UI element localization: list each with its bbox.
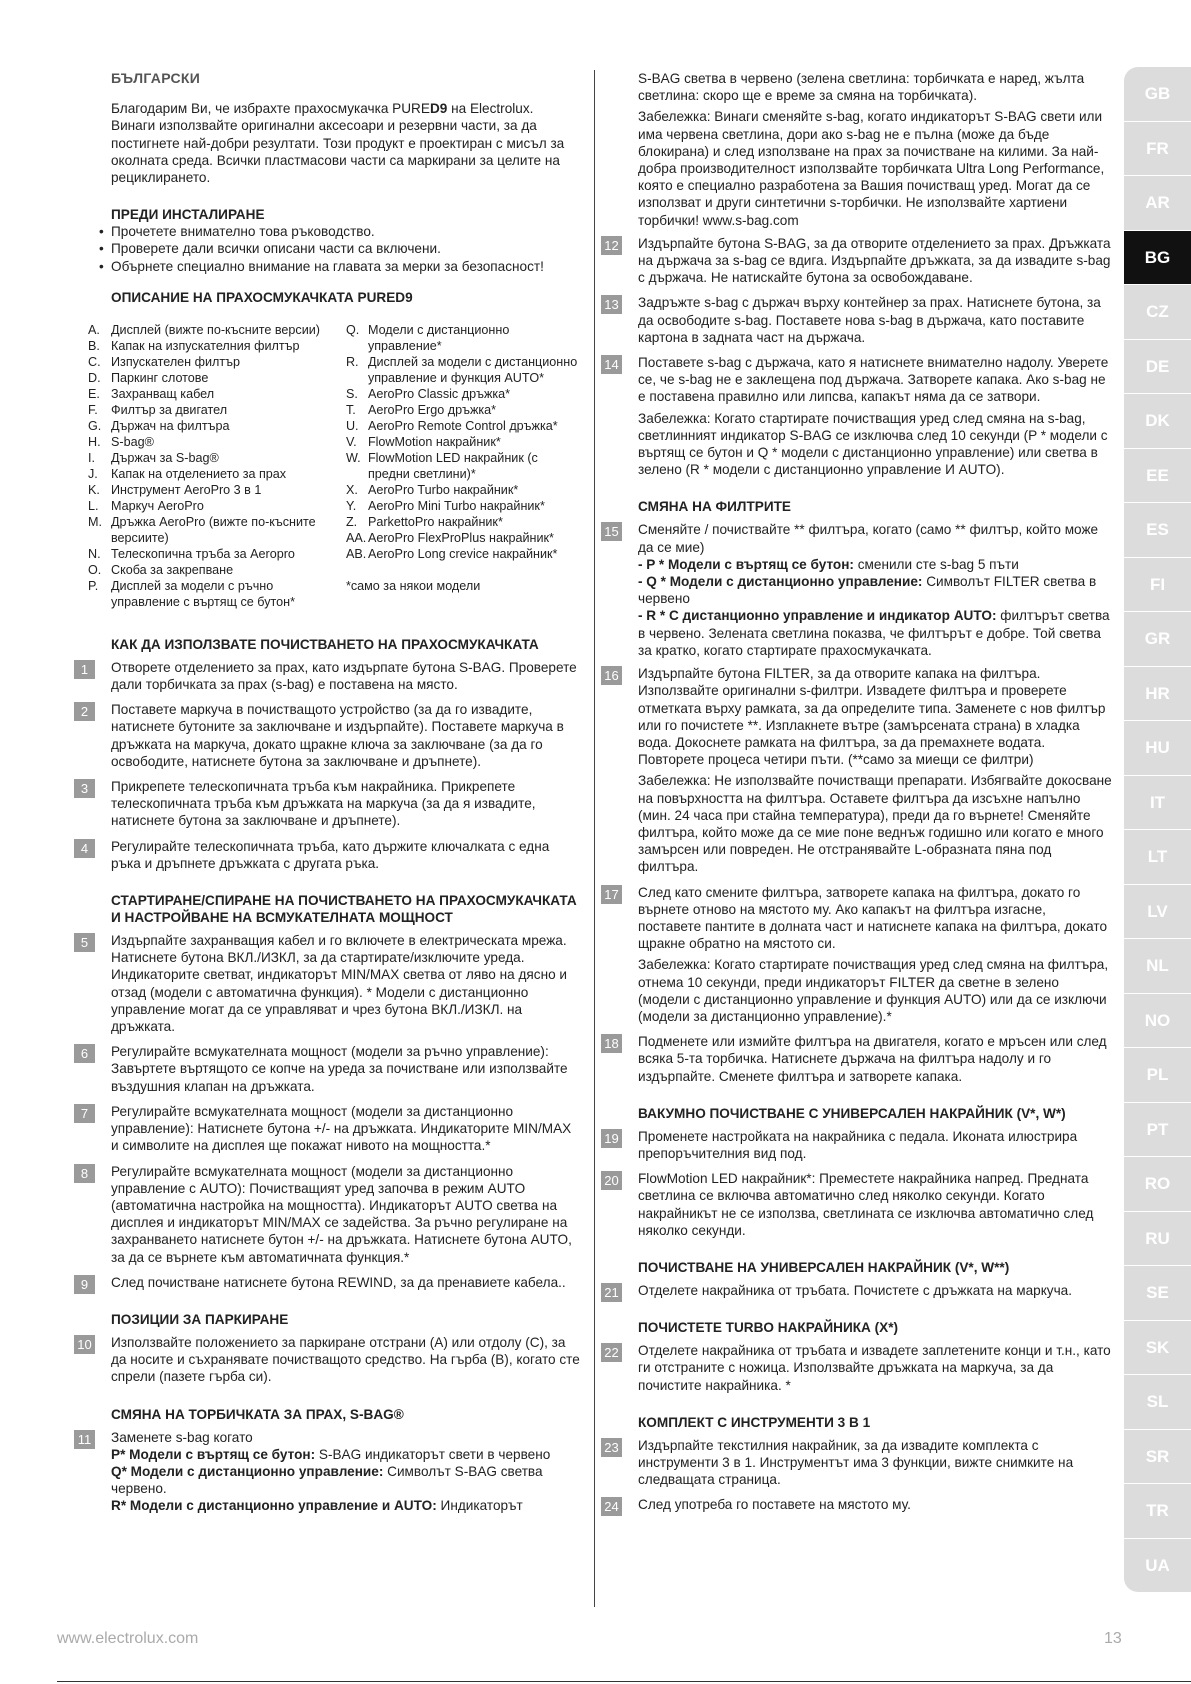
tab-language[interactable]: SK xyxy=(1124,1321,1191,1375)
clean-universal-heading: ПОЧИСТВАНЕ НА УНИВЕРСАЛЕН НАКРАЙНИК (V*, W**) xyxy=(638,1259,1010,1275)
list-item xyxy=(346,386,580,402)
sbag-continuation: S-BAG светва в червено (зелена светлина: торбичката е наред, жълта светлина: скоро ще е време за смяна на торбичката). xyxy=(638,71,1085,104)
tab-language[interactable]: SE xyxy=(1124,1266,1191,1320)
step-text: Регулирайте телескопичната тръба, като държите ключалката с една ръка и дръпнете дръжката с другата ръка. xyxy=(111,838,550,871)
list-item xyxy=(88,322,338,338)
bold-label: Q* Модели с дистанционно управление: xyxy=(111,1463,384,1479)
part-key: V. xyxy=(345,434,357,449)
part-label: AeroPro FlexProPlus накрайник* xyxy=(367,530,554,545)
part-key: X. xyxy=(345,482,358,497)
part-key: C. xyxy=(88,354,101,369)
part-label: Държач на филтъра xyxy=(111,418,230,433)
part-label: Паркинг слотове xyxy=(111,370,209,385)
step xyxy=(80,1043,580,1095)
step-text: Символът FILTER светва в червено xyxy=(638,574,1097,607)
language-title: БЪЛГАРСКИ xyxy=(111,70,201,86)
part-label: Телескопична тръба за Aeropro xyxy=(111,546,295,561)
bold-label: - P * Модели с въртящ се бутон: xyxy=(638,556,854,572)
step-text: Заменете s-bag когато xyxy=(111,1429,253,1445)
step-text: Задръжте s-bag с държач върху контейнер за прах. Натиснете бутона, за да освободите s-bag. Поставете нова s-bag в държача, като поставите картона в задната част на държача. xyxy=(638,295,1101,345)
list-item xyxy=(88,338,338,354)
part-key: L. xyxy=(88,498,99,513)
list-item xyxy=(88,370,338,386)
tab-language[interactable]: LV xyxy=(1124,885,1191,939)
list-item xyxy=(346,322,580,354)
list-item xyxy=(88,450,338,466)
step-15-p xyxy=(638,556,1112,573)
sbag-heading: СМЯНА НА ТОРБИЧКАТА ЗА ПРАХ, S-BAG® xyxy=(111,1406,404,1422)
list-item xyxy=(88,434,338,450)
part-label: Дръжка AeroPro (вижте по-късните версиите) xyxy=(111,514,316,545)
step-16 xyxy=(604,665,1112,768)
list-item xyxy=(88,386,338,402)
list-item xyxy=(88,418,338,434)
kit-steps xyxy=(604,1437,1112,1515)
tab-language[interactable]: EE xyxy=(1124,449,1191,503)
step-number-badge: 23 xyxy=(601,1438,622,1457)
tab-language[interactable]: ES xyxy=(1124,503,1191,557)
tab-language[interactable]: DK xyxy=(1124,394,1191,448)
part-label: AeroPro Mini Turbo накрайник* xyxy=(367,498,545,513)
before-install-heading: ПРЕДИ ИНСТАЛИРАНЕ xyxy=(111,207,265,223)
part-key: E. xyxy=(88,386,100,401)
step-number-badge: 7 xyxy=(74,1104,95,1123)
step-text: FlowMotion LED накрайник*: Преместете накрайника напред. Предната светлина се включва автоматично след няколко секунди. Когато накрайникът не се използва, светлината се изключва автоматично след няколко секунди. xyxy=(638,1171,1094,1238)
step-number-badge: 3 xyxy=(74,779,95,798)
part-key: K. xyxy=(88,482,100,497)
step-11-q xyxy=(111,1463,580,1497)
parts-left-column xyxy=(88,322,338,610)
step-text: След като смените филтъра, затворете капака на филтъра, докато го върнете отново на мястото му. Ако капакът на филтъра изгасне, поставете пантите в долната част и натиснете капака на филтъра, докато щракне обратно на мястото си. xyxy=(638,884,1108,952)
step xyxy=(604,1128,1112,1162)
part-label: FlowMotion накрайник* xyxy=(367,434,501,449)
list-item xyxy=(88,402,338,418)
step xyxy=(604,1282,1112,1300)
step-text: Издърпайте текстилния накрайник, за да извадите комплекта с инструменти 3 в 1. Инструментът има 3 функции, вижте снимките на следващата страница. xyxy=(638,1437,1074,1488)
list-item xyxy=(346,530,580,546)
step-number-badge: 14 xyxy=(601,355,622,374)
column-divider xyxy=(594,70,595,1607)
step-text: Издърпайте захранващия кабел и го включете в електрическата мрежа. Натиснете бутона ВКЛ./ИЗКЛ, за да стартирате/изключите уреда. Индикаторите светват, индикаторът MIN/MAX светва от ляво на дясно и отзад (модели с автоматична функция). * Модели с дистанционно управление могат да се управляват и чрез бутона ВКЛ./ИЗКЛ. на дръжката. xyxy=(111,933,568,1035)
step-text: След почистване натиснете бутона REWIND, за да пренавиете кабела.. xyxy=(111,1274,566,1290)
part-label: S-bag® xyxy=(111,434,154,449)
part-label: AeroPro Ergo дръжка* xyxy=(367,402,497,417)
step-number-badge: 13 xyxy=(601,295,622,314)
list-item xyxy=(88,482,338,498)
step-text: Индикаторът xyxy=(436,1498,523,1514)
bottom-rule xyxy=(57,1681,1191,1682)
part-label: Дисплей (вижте по-късните версии) xyxy=(111,322,320,337)
step xyxy=(80,778,580,830)
step-number-badge: 2 xyxy=(74,702,95,721)
step-15-q xyxy=(638,573,1112,607)
list-item: • Обърнете специално внимание на главата за мерки за безопасност! xyxy=(99,258,580,275)
parts-list xyxy=(88,322,580,610)
step-number-badge: 16 xyxy=(601,666,622,685)
step-number-badge: 10 xyxy=(74,1335,95,1354)
tab-language[interactable]: NO xyxy=(1124,994,1191,1048)
description-heading: ОПИСАНИЕ НА ПРАХОСМУКАЧКАТА PURED9 xyxy=(111,289,413,305)
tab-language[interactable]: AR xyxy=(1124,176,1191,230)
step-11 xyxy=(77,1429,580,1515)
step xyxy=(80,701,580,770)
sbag-note-2: Забележка: Когато стартирате почистващия уред след смяна на s-bag, светлинният индикатор S-BAG се изключва след 10 секунди (P * модели с въртящ се бутон и Q * модели с дистанционно управление) или светва в зелено (R * модели с дистанционно управление И AUTO). xyxy=(638,410,1108,478)
step-text: Отделете накрайника от тръбата и извадете заплетените конци и т.н., като ги отстраните с ножица. Използвайте дръжката на маркуча, за да почистите накрайника. * xyxy=(638,1343,1111,1393)
right-column xyxy=(604,70,1112,1515)
step xyxy=(80,1163,580,1266)
tab-language[interactable]: GR xyxy=(1124,612,1191,666)
tab-language[interactable]: DE xyxy=(1124,340,1191,394)
filters-heading: СМЯНА НА ФИЛТРИТЕ xyxy=(638,499,791,515)
part-key: F. xyxy=(88,402,98,417)
step-number-badge: 11 xyxy=(74,1430,95,1449)
part-key: AB. xyxy=(345,546,367,561)
part-label: Инструмент AeroPro 3 в 1 xyxy=(111,482,262,497)
tab-language[interactable]: FR xyxy=(1124,122,1191,176)
part-label: Капак на изпускателния филтър xyxy=(111,338,300,353)
tab-language[interactable]: BG xyxy=(1124,231,1191,285)
step xyxy=(77,1334,580,1386)
part-key: S. xyxy=(345,386,358,401)
part-key: M. xyxy=(88,514,102,529)
filter-note-17: Забележка: Когато стартирате почистващия уред след смяна на филтъра, отнема 10 секунди, преди индикаторът FILTER да светне в зелено (модели с дистанционно управление и функция AUTO) или да се изключи (модели за дистанционно управление).* xyxy=(638,957,1109,1024)
list-item xyxy=(346,354,580,386)
turbo-steps xyxy=(604,1342,1112,1394)
step-number-badge: 24 xyxy=(601,1497,622,1516)
tab-language[interactable]: UA xyxy=(1124,1539,1191,1593)
step-number-badge: 8 xyxy=(74,1164,95,1183)
list-item xyxy=(346,434,580,450)
tab-language[interactable]: TR xyxy=(1124,1484,1191,1538)
tab-language[interactable]: SL xyxy=(1124,1375,1191,1429)
part-key: N. xyxy=(88,546,101,561)
tab-language[interactable]: IT xyxy=(1124,776,1191,830)
step-text: сменили сте s-bag 5 пъти xyxy=(853,556,1019,572)
step xyxy=(80,1274,580,1292)
tab-language[interactable]: RU xyxy=(1124,1212,1191,1266)
part-label: Маркуч AeroPro xyxy=(111,498,204,513)
intro-model: D9 xyxy=(429,101,448,117)
bold-label: P* Модели с въртящ се бутон: xyxy=(111,1446,316,1462)
part-key: D. xyxy=(88,370,101,385)
step-18 xyxy=(604,1033,1112,1085)
language-tabs xyxy=(1124,67,1191,1593)
step xyxy=(604,235,1112,287)
step-text: Издърпайте бутона FILTER, за да отворите капака на филтъра. Използвайте оригинални s-филтри. Извадете филтъра и проверете отметката върху рамката, за да определите типа. Заменете с нов филтър или го почистете **. Изплакнете вътре (замърсената страна) в хладка вода. Докоснете рамката на филтъра, за да премахнете водата. Повторете процеса четири пъти. (**само за миещи се филтри) xyxy=(638,666,1106,768)
before-install-list xyxy=(99,223,580,275)
step-number-badge: 18 xyxy=(601,1034,622,1053)
step-11-r xyxy=(111,1497,580,1514)
list-item xyxy=(88,514,338,546)
tab-language[interactable]: SR xyxy=(1124,1430,1191,1484)
step xyxy=(80,838,580,872)
step-text: Символът S-BAG светва червено. xyxy=(111,1463,543,1497)
list-item xyxy=(88,498,338,514)
part-label: Капак на отделението за прах xyxy=(111,466,287,481)
left-column xyxy=(77,70,580,1515)
kit-heading: КОМПЛЕКТ С ИНСТРУМЕНТИ 3 В 1 xyxy=(638,1414,871,1430)
list-item: • Прочетете внимателно това ръководство. xyxy=(99,223,580,240)
intro-pre: Благодарим Ви, че избрахте прахосмукачка PURE xyxy=(111,101,430,117)
part-key: H. xyxy=(88,434,101,449)
bold-label: R* Модели с дистанционно управление и AUTO: xyxy=(111,1498,437,1514)
tab-language[interactable]: GB xyxy=(1124,67,1191,121)
tab-language[interactable]: PT xyxy=(1124,1103,1191,1157)
tab-language[interactable]: LT xyxy=(1124,830,1191,884)
part-label: Модели с дистанционно управление* xyxy=(367,322,510,353)
part-key: W. xyxy=(345,450,361,465)
intro-paragraph xyxy=(111,100,580,186)
parts-footnote: *само за някои модели xyxy=(345,578,481,593)
bold-label: - Q * Модели с дистанционно управление: xyxy=(638,574,923,590)
step-number-badge: 5 xyxy=(74,933,95,952)
tab-language[interactable]: FI xyxy=(1124,558,1191,612)
part-label: AeroPro Long crevice накрайник* xyxy=(367,546,558,561)
part-label: AeroPro Remote Control дръжка* xyxy=(367,418,558,433)
list-item xyxy=(88,578,338,610)
step-number-badge: 21 xyxy=(601,1283,622,1302)
part-label: Филтър за двигател xyxy=(111,402,228,417)
intro-post: на Electrolux. Винаги използвайте оригинални аксесоари и резервни части, за да постигнете най-добри резултати. Този продукт е проектиран с мисъл за околната среда. Всички пластмасови части са маркирани за целите на рециклирането. xyxy=(111,101,565,186)
step-text: Поставете маркуча в почистващото устройство (за да го извадите, натиснете бутоните за заключване и издърпайте). Поставете маркуча в дръжката на маркуча, докато щракне ключа за заключване (за да го освободите, натиснете бутона за заключване и дръпнете). xyxy=(111,702,564,769)
step-text: Регулирайте всмукателната мощност (модели за дистанционно управление): Натиснете бутона +/- на дръжката. Индикаторите MIN/MAX и символите на дисплея ще покажат нивото на мощността.* xyxy=(111,1103,572,1154)
vacuum-universal-heading: ВАКУМНО ПОЧИСТВАНЕ С УНИВЕРСАЛЕН НАКРАЙНИК (V*, W*) xyxy=(638,1105,1066,1121)
step-17 xyxy=(604,884,1112,953)
filter-note-16: Забележка: Не използвайте почистващи препарати. Избягвайте докосване на повърхността на филтъра. Оставете филтъра да изсъхне напълно (мин. 24 часа при стайна температура), преди да го върнете! Сменяйте филтъра, който може да се мие поне веднъж годишно или когато е много замърсен или повреден. Не отстранявайте L-образната пяна под филтъра. xyxy=(638,773,1112,875)
footer-url[interactable]: www.electrolux.com xyxy=(57,1630,199,1647)
part-label: Държач за S-bag® xyxy=(111,450,219,465)
step-number-badge: 12 xyxy=(601,236,622,255)
tab-language[interactable]: CZ xyxy=(1124,285,1191,339)
step xyxy=(80,659,580,693)
tab-language[interactable]: HU xyxy=(1124,721,1191,775)
part-key: B. xyxy=(88,338,100,353)
list-item xyxy=(346,418,580,434)
vacuum-universal-steps xyxy=(604,1128,1112,1239)
list-item xyxy=(88,354,338,370)
list-item xyxy=(346,482,580,498)
step-number-badge: 15 xyxy=(601,522,622,541)
part-key: Q. xyxy=(345,322,360,337)
step-number-badge: 1 xyxy=(74,660,95,679)
list-item xyxy=(346,498,580,514)
step-11-p xyxy=(111,1446,580,1463)
step xyxy=(604,354,1112,406)
part-key: P. xyxy=(88,578,99,593)
step-text: След употреба го поставете на мястото му. xyxy=(638,1497,911,1513)
step xyxy=(604,1437,1112,1489)
list-item xyxy=(346,450,580,482)
sbag-note: Забележка: Винаги сменяйте s-bag, когато индикаторът S-BAG свети или има червена светлина, дори ако s-bag не е пълна (може да бъде блокирана) и след използване на прах за почистване на килими. За най-добра производителност използвайте торбичката Ultra Long Performance, която е специално разработена за Вашия почистващ уред. Могат да се използват и други синтетични s-торбички. Не използвайте хартиени торбички! www.s-bag.com xyxy=(638,109,1105,228)
part-key: G. xyxy=(88,418,102,433)
step-text: Поставете s-bag с държача, като я натиснете внимателно надолу. Уверете се, че s-bag не е заклещена под държача. Затворете капака. Ако s-bag не е поставена правилно или липсва, капакът няма да се затвори. xyxy=(638,355,1109,405)
tab-language[interactable]: RO xyxy=(1124,1157,1191,1211)
step-text: Прикрепете телескопичната тръба към накрайника. Прикрепете телескопичната тръба към дръжката на маркуча (за да я извадите, натиснете бутона за заключване и дръпнете). xyxy=(111,779,536,829)
step-text: Отворете отделението за прах, като издърпате бутона S-BAG. Проверете дали торбичката за прах (s-bag) е поставена на място. xyxy=(111,659,577,693)
step xyxy=(604,1342,1112,1394)
part-label: Дисплей за модели с ръчно управление с въртящ се бутон* xyxy=(111,578,296,609)
step-number-badge: 20 xyxy=(601,1171,622,1190)
step-text: S-BAG индикаторът свети в червено xyxy=(315,1446,551,1462)
part-label: FlowMotion LED накрайник (с предни светлини)* xyxy=(367,450,538,481)
part-key: I. xyxy=(88,450,95,465)
step-number-badge: 6 xyxy=(74,1044,95,1063)
part-label: ParkettoPro накрайник* xyxy=(367,514,503,529)
how-to-use-heading: КАК ДА ИЗПОЛЗВАТЕ ПОЧИСТВАНЕТО НА ПРАХОСМУКАЧКАТА xyxy=(111,636,539,652)
part-label: AeroPro Turbo накрайник* xyxy=(367,482,519,497)
step-text: Подменете или измийте филтъра на двигателя, когато е мръсен или след всяка 5-та торбичка. Натиснете държача на филтъра надолу и го издърпайте. Сменете филтъра и затворете капака. xyxy=(638,1034,1107,1084)
step-text: Променете настройката на накрайника с педала. Иконата илюстрира препоръчителния вид под. xyxy=(638,1128,1078,1161)
tab-language[interactable]: NL xyxy=(1124,939,1191,993)
start-stop-steps xyxy=(80,932,580,1292)
part-label: AeroPro Classic дръжка* xyxy=(367,386,511,401)
step-text: Отделете накрайника от тръбата. Почистете с дръжката на маркуча. xyxy=(638,1282,1073,1298)
part-key: T. xyxy=(345,402,356,417)
list-item xyxy=(88,562,338,578)
part-key: U. xyxy=(345,418,359,433)
part-label: Скоба за закрепване xyxy=(111,562,234,577)
tab-language[interactable]: PL xyxy=(1124,1048,1191,1102)
part-label: Дисплей за модели с дистанционно управление и функция AUTO* xyxy=(367,354,578,385)
parking-steps xyxy=(77,1334,580,1386)
step-number-badge: 9 xyxy=(74,1275,95,1294)
clean-universal-steps xyxy=(604,1282,1112,1300)
step-number-badge: 17 xyxy=(601,885,622,904)
part-key: Z. xyxy=(345,514,358,529)
part-key: Y. xyxy=(345,498,357,513)
start-stop-heading: СТАРТИРАНЕ/СПИРАНЕ НА ПОЧИСТВАНЕТО НА ПРАХОСМУКАЧКАТА И НАСТРОЙВАНЕ НА ВСМУКАТЕЛНАТА МОЩНОСТ xyxy=(111,893,577,926)
step-text: Издърпайте бутона S-BAG, за да отворите отделението за прах. Дръжката на държача за s-bag се вдига. Издърпайте дръжката, за да извадите s-bag с държача. Не натискайте бутона за освобождаване. xyxy=(638,235,1111,286)
step-text: Регулирайте всмукателната мощност (модели за дистанционно управление с AUTO): Почистващият уред започва в режим AUTO (автоматична настройка на мощността). Индикаторът AUTO светва на дисплея и индикаторът MIN/MAX се задейства. За ръчно регулиране на захранването натиснете бутон +/- на дръжката. Натиснете бутона AUTO, за да се върнете към автоматичната функция.* xyxy=(111,1163,572,1265)
step xyxy=(604,294,1112,346)
list-item xyxy=(346,514,580,530)
parking-heading: ПОЗИЦИИ ЗА ПАРКИРАНЕ xyxy=(111,1311,289,1327)
list-item xyxy=(88,466,338,482)
list-item: • Проверете дали всички описани части са включени. xyxy=(99,240,580,257)
part-key: R. xyxy=(345,354,359,369)
step-15-r xyxy=(638,607,1112,659)
step-number-badge: 19 xyxy=(601,1129,622,1148)
part-key: O. xyxy=(88,562,102,577)
step-number-badge: 4 xyxy=(74,839,95,858)
step-text: Регулирайте всмукателната мощност (модели за ръчно управление): Завъртете въртящото се копче на уреда за почистване или използвайте въздушния клапан на дръжката. xyxy=(111,1044,568,1094)
part-key: A. xyxy=(88,322,100,337)
step xyxy=(80,1103,580,1155)
tab-language[interactable]: HR xyxy=(1124,667,1191,721)
list-item xyxy=(88,546,338,562)
step-text: филтърът светва в червено. Зелената светлина показва, че филтърът е добре. Той светва за кратко, когато стартирате прахосмукачката. xyxy=(638,608,1110,658)
turbo-heading: ПОЧИСТЕТЕ TURBO НАКРАЙНИКА (X*) xyxy=(638,1320,899,1336)
step-text: Сменяйте / почиствайте ** филтъра, когато (само ** филтър, който може да се мие) xyxy=(638,522,1099,555)
page-number: 13 xyxy=(1104,1630,1122,1647)
step-text: Използвайте положението за паркиране отстрани (A) или отдолу (C), за да носите и съхранявате почистващото средство. На гърба (B), когато сте спрели (пазете гърба си). xyxy=(111,1334,580,1385)
part-label: Захранващ кабел xyxy=(111,386,215,401)
list-item xyxy=(346,402,580,418)
step xyxy=(80,932,580,1035)
step-15 xyxy=(604,521,1112,659)
part-label: Изпускателен филтър xyxy=(111,354,241,369)
parts-right-column xyxy=(346,322,580,610)
part-key: J. xyxy=(88,466,98,481)
bold-label: - R * C дистанционно управление и индикатор AUTO: xyxy=(638,608,997,624)
step-number-badge: 22 xyxy=(601,1343,622,1362)
sbag-steps xyxy=(604,235,1112,406)
step xyxy=(604,1170,1112,1239)
list-item xyxy=(346,546,580,562)
how-to-use-steps xyxy=(80,659,580,872)
part-key: AA. xyxy=(345,530,367,545)
step xyxy=(604,1496,1112,1515)
